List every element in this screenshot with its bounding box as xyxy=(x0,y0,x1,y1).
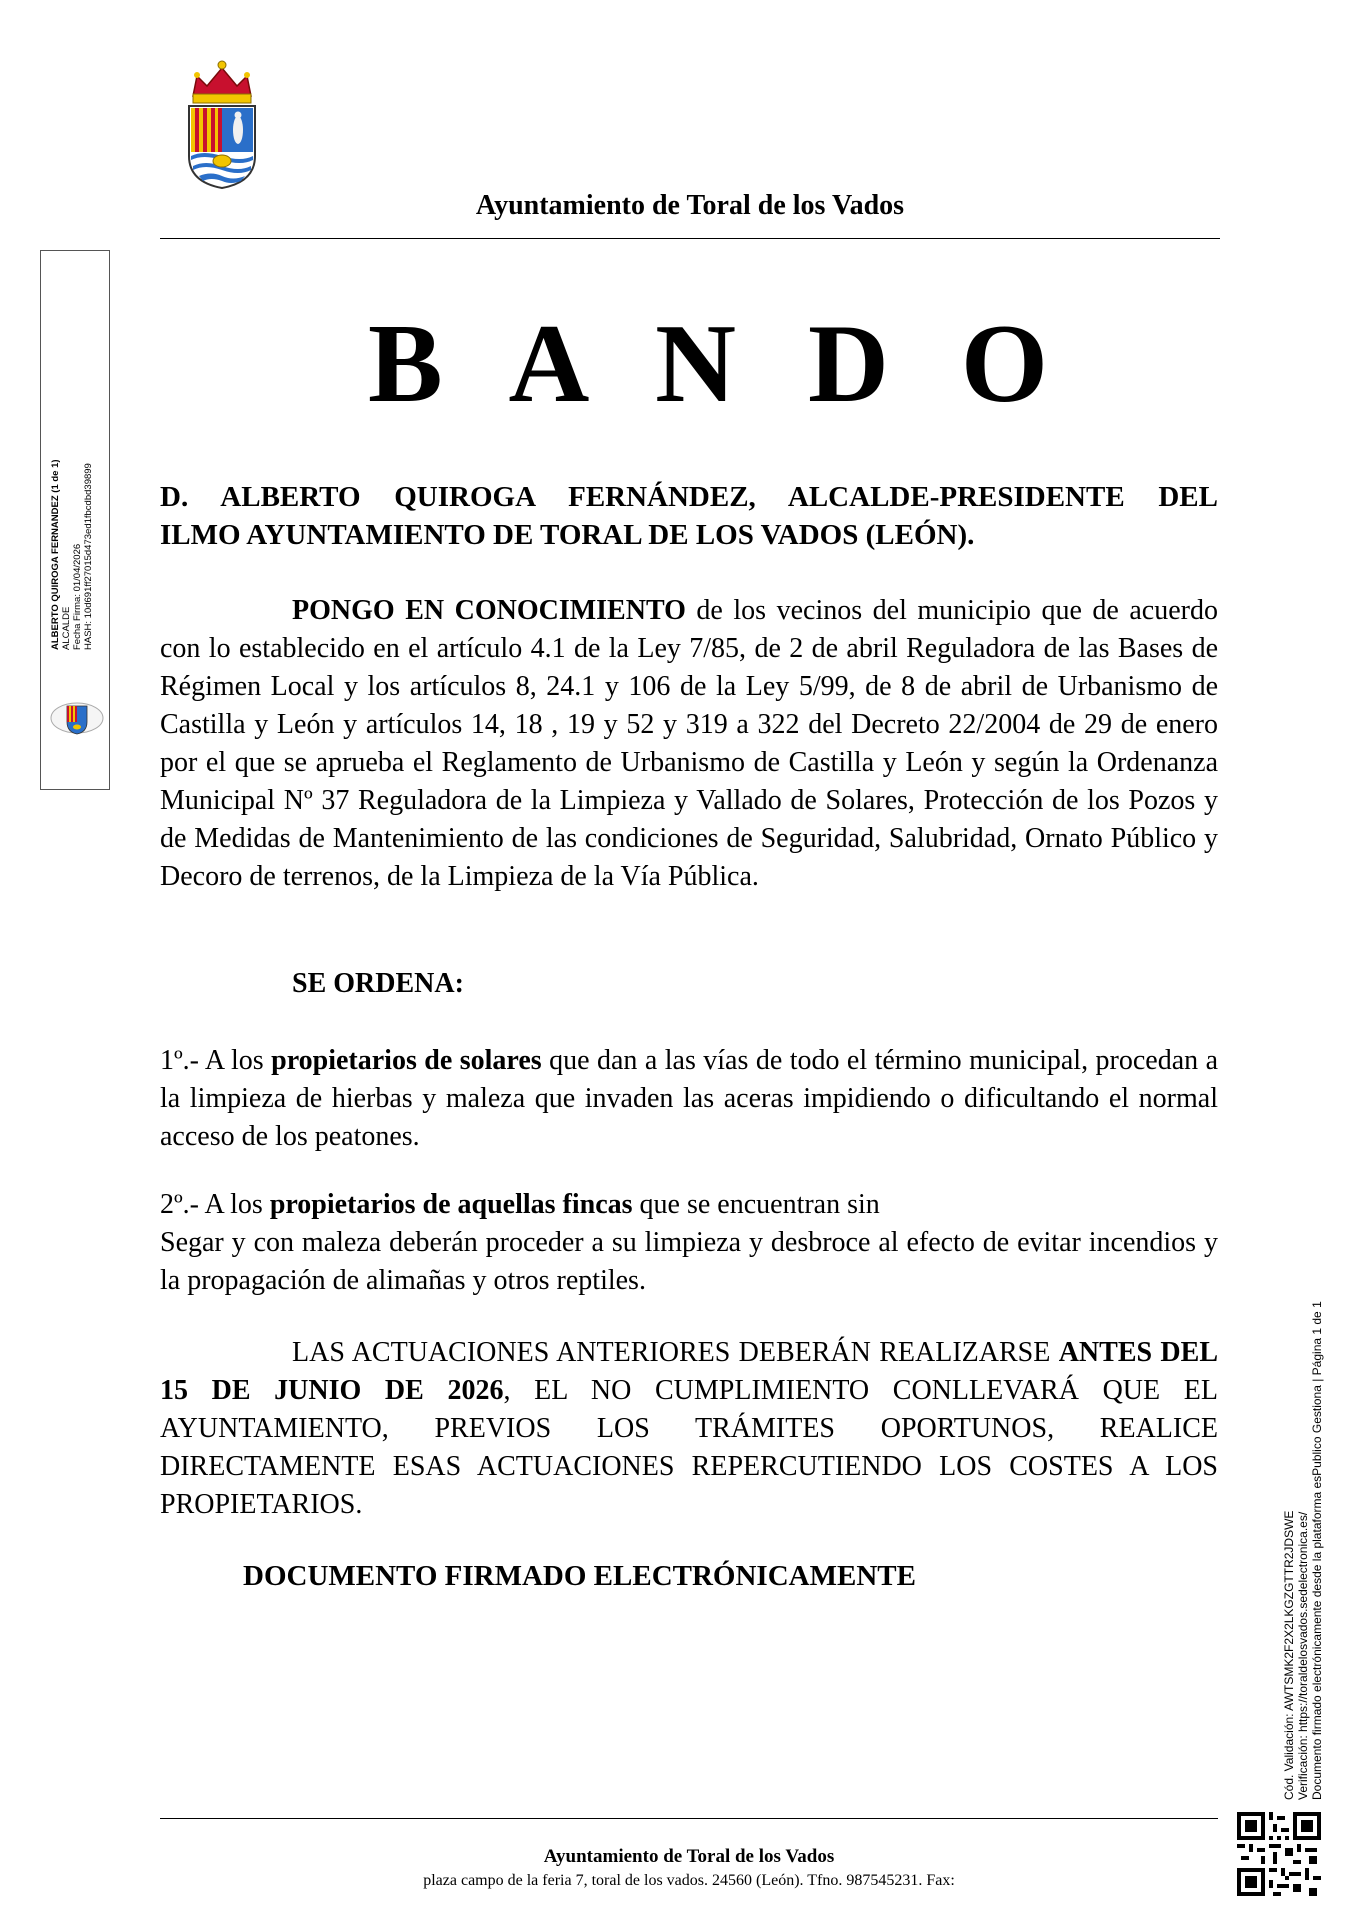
header-title: Ayuntamiento de Toral de los Vados xyxy=(475,190,905,221)
order-item-2-rest: Segar y con maleza deberán proceder a su limpieza y desbroce al efecto de evitar incendios y la propagación de alimañas y otros reptiles. xyxy=(160,1227,1218,1296)
authority-heading xyxy=(160,478,1218,554)
footer-title: Ayuntamiento de Toral de los Vados xyxy=(543,1846,835,1867)
order-item-1-bold: propietarios de solares xyxy=(271,1045,542,1076)
signature-role: ALCALDE xyxy=(61,606,72,650)
deadline-rest: , EL NO CUMPLIMIENTO CONLLEVARÁ QUE EL AYUNTAMIENTO, PREVIOS LOS TRÁMITES OPORTUNOS, REALICE DIRECTAMENTE ESAS ACTUACIONES REPERCUTIENDO LOS COSTES A LOS PROPIETARIOS. xyxy=(160,1375,1218,1520)
signature-date: Fecha Firma: 01/04/2026 xyxy=(72,543,83,650)
validation-platform: Documento firmado electrónicamente desde la plataforma esPublico Gestiona | Página 1 de 1 xyxy=(1310,1301,1324,1800)
authority-line-2: ILMO AYUNTAMIENTO DE TORAL DE LOS VADOS (LEÓN). xyxy=(160,519,975,551)
signed-notice: DOCUMENTO FIRMADO ELECTRÓNICAMENTE xyxy=(243,1560,916,1592)
deadline-paragraph xyxy=(160,1334,1218,1524)
signature-name: ALBERTO QUIROGA FERNANDEZ (1 de 1) xyxy=(50,459,61,650)
order-item-2-line1-rest: que se encuentran sin xyxy=(632,1189,880,1220)
header-divider xyxy=(160,238,1220,239)
validation-url: Verificación: https://toraldelosvados.sedelectronica.es/ xyxy=(1296,1511,1310,1800)
intro-body: de los vecinos del municipio que de acuerdo con lo establecido en el artículo 4.1 de la Ley 7/85, de 2 de abril Reguladora de las Bases de Régimen Local y los artículos 8, 24.1 y 106 de la Ley 5/99, de 8 de abril de Urbanismo de Castilla y León y artículos 14, 18 , 19 y 52 y 319 a 322 del Decreto 22/2004 de 29 de enero por el que se aprueba el Reglamento de Urbanismo de Castilla y León y según la Ordenanza Municipal Nº 37 Reguladora de la Limpieza y Vallado de Solares, Protección de los Pozos y de Medidas de Mantenimiento de las condiciones de Seguridad, Salubridad, Ornato Público y Decoro de terrenos, de la Limpieza de la Vía Pública. xyxy=(160,595,1218,892)
footer-divider xyxy=(160,1818,1218,1819)
signature-seal-icon xyxy=(49,700,105,736)
authority-line-1: D. ALBERTO QUIROGA FERNÁNDEZ, ALCALDE-PRESIDENTE DEL xyxy=(160,481,1218,513)
deadline-bold: ANTES DEL 15 DE JUNIO DE 2026 xyxy=(160,1337,1218,1406)
signature-block xyxy=(50,390,94,650)
footer-address: plaza campo de la feria 7, toral de los vados. 24560 (León). Tfno. 987545231. Fax: xyxy=(423,1872,955,1889)
intro-lead: PONGO EN CONOCIMIENTO xyxy=(292,595,686,626)
order-item-1 xyxy=(160,1042,1218,1156)
order-item-2-prefix: 2º.- A los xyxy=(160,1189,270,1220)
order-item-1-rest: que dan a las vías de todo el término municipal, procedan a la limpieza de hierbas y maleza que invaden las aceras impidiendo o dificultando el normal acceso de los peatones. xyxy=(160,1045,1219,1152)
intro-paragraph xyxy=(160,592,1218,896)
order-heading: SE ORDENA: xyxy=(292,968,464,999)
coat-of-arms-icon xyxy=(183,58,261,190)
document-title: B A N D O xyxy=(367,302,1071,426)
signature-hash: HASH: 10d691ff27015d473ed1fbcdbd39899 xyxy=(83,463,94,650)
deadline-lead: LAS ACTUACIONES ANTERIORES DEBERÁN REALIZARSE xyxy=(292,1337,1059,1368)
order-item-2-bold: propietarios de aquellas fincas xyxy=(269,1189,633,1220)
validation-block xyxy=(1282,1200,1324,1800)
order-item-2 xyxy=(160,1186,1218,1300)
qr-code-icon[interactable] xyxy=(1237,1812,1321,1896)
order-item-1-prefix: 1º.- A los xyxy=(160,1045,272,1076)
validation-code: Cód. Validación: AWTSMK2F2X2LKGZGTTR2JDSWE xyxy=(1282,1510,1296,1800)
